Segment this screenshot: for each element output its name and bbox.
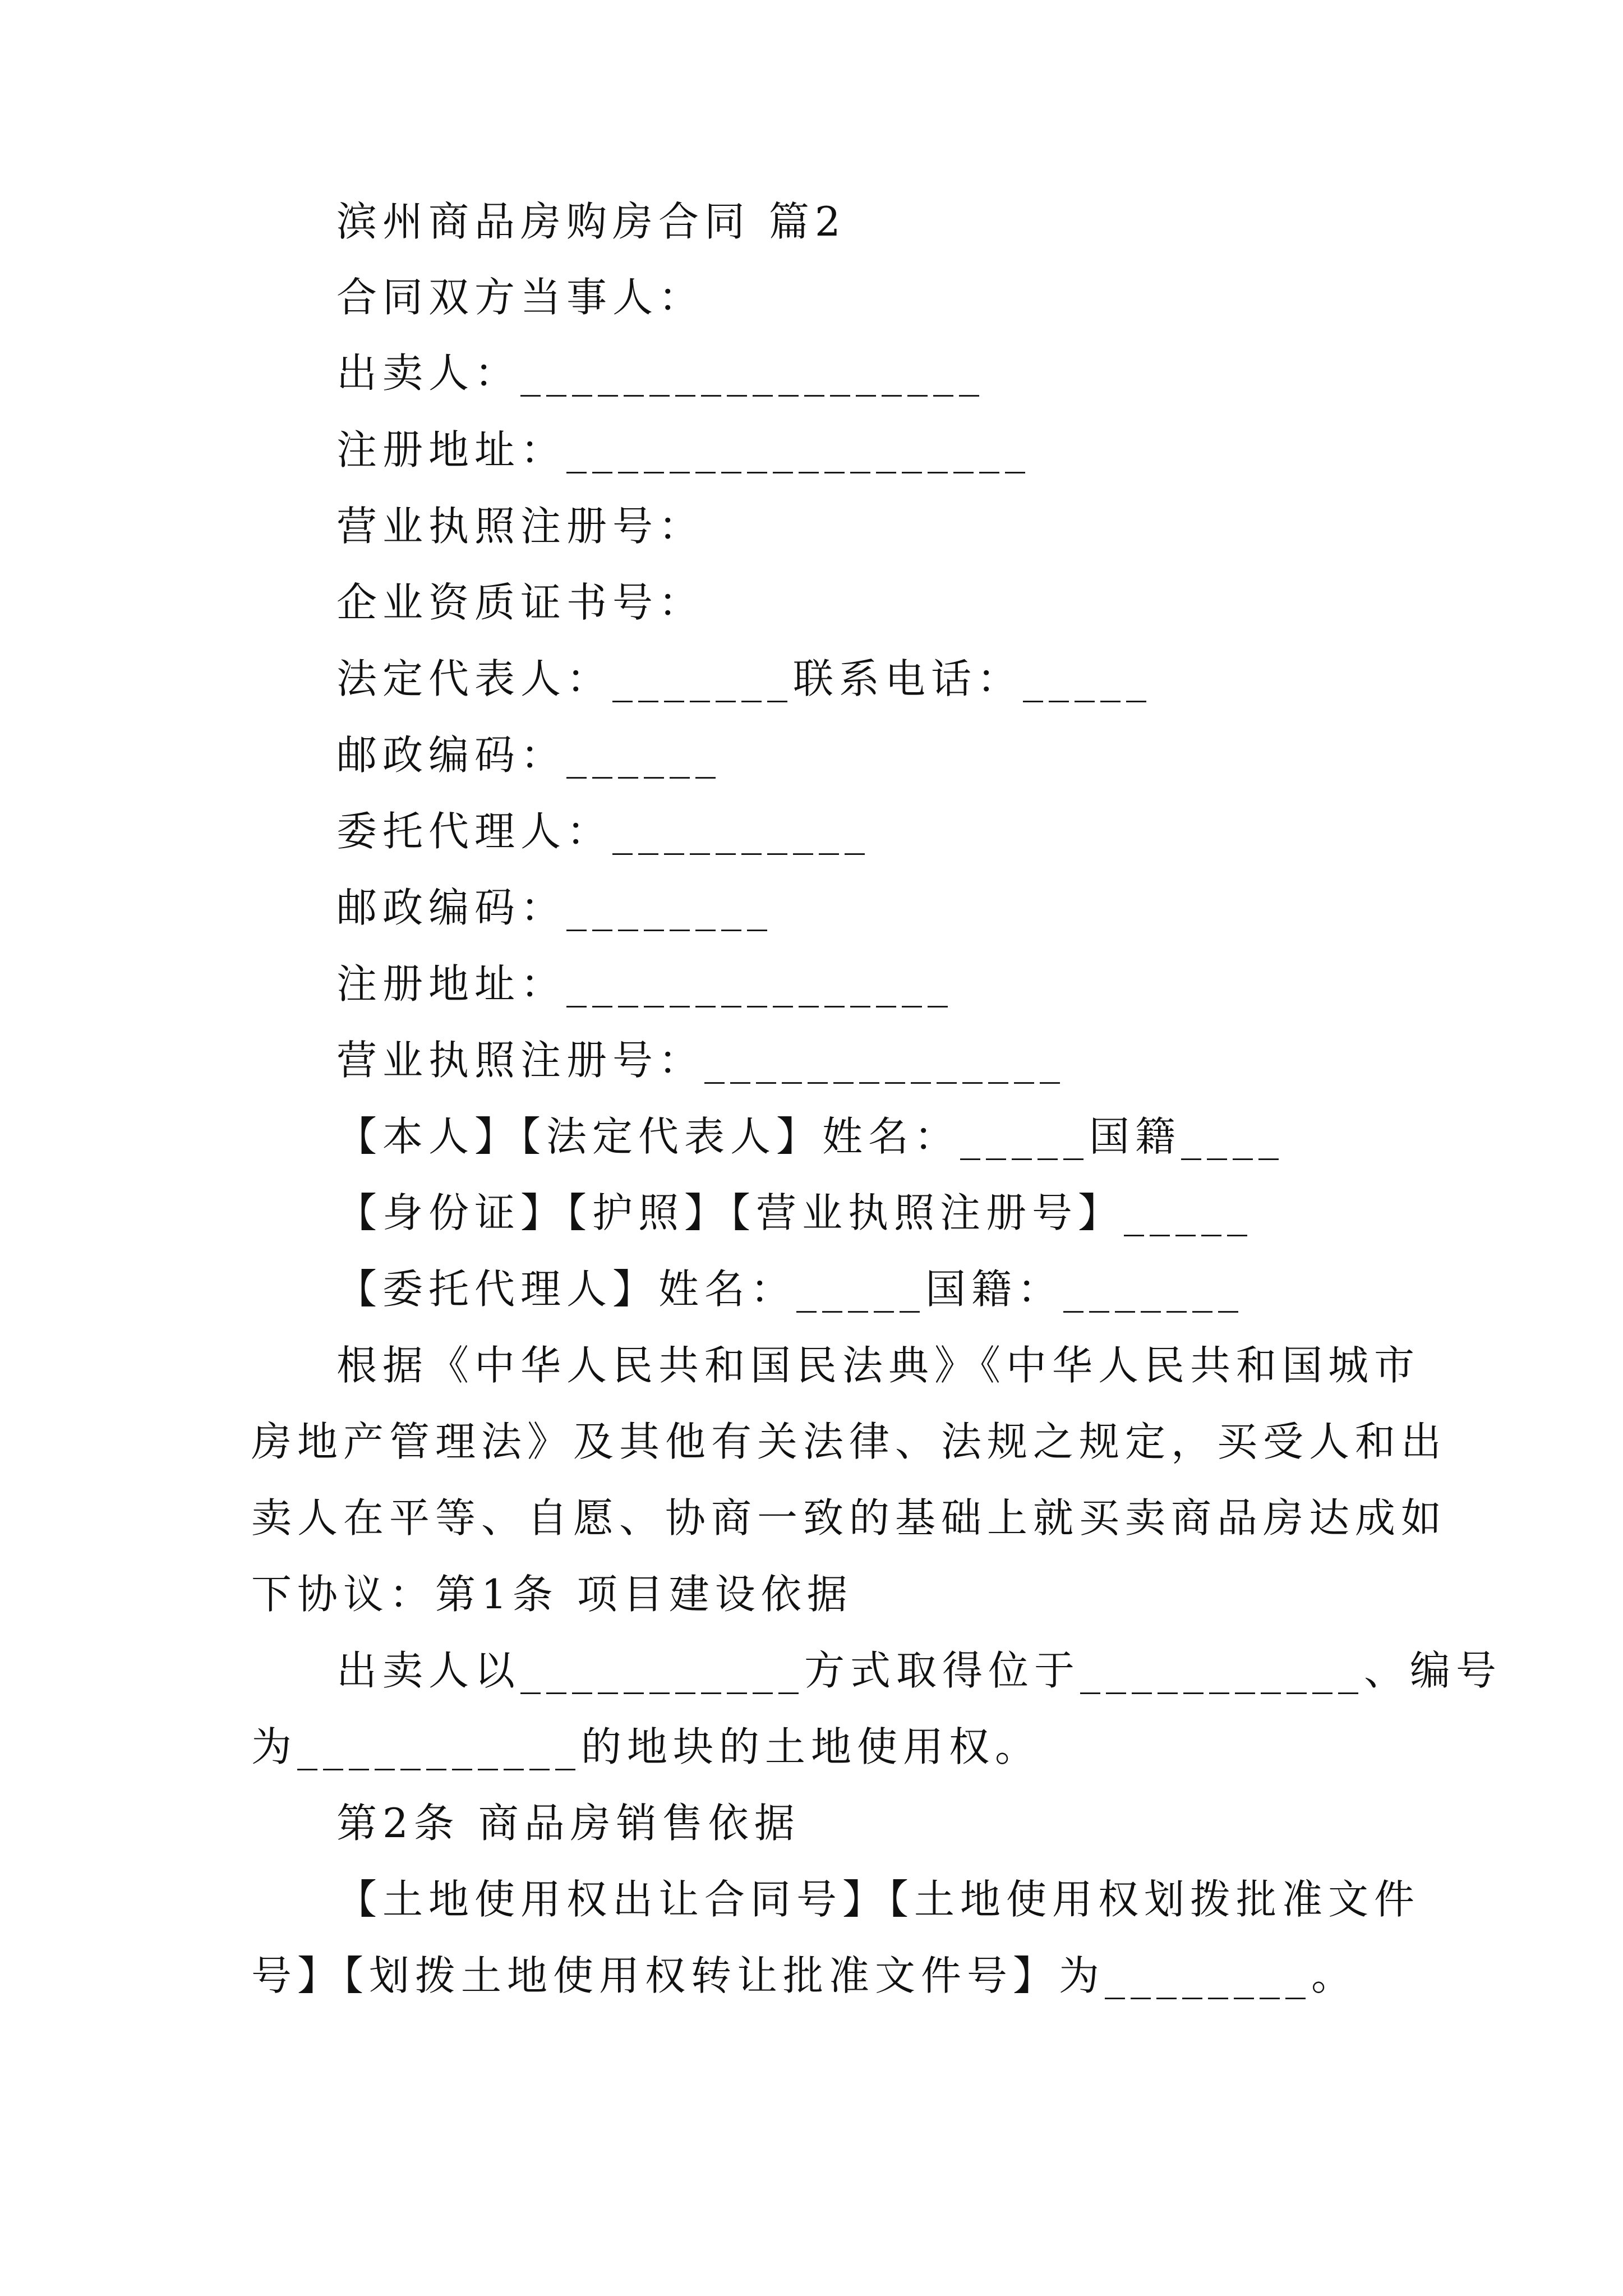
legal-rep-phone-field: 法定代表人：_______联系电话：_____ [336, 655, 1152, 702]
basis-paragraph-line-2: 房地产管理法》及其他有关法律、法规之规定，买受人和出 [251, 1418, 1447, 1465]
parties-heading: 合同双方当事人： [336, 274, 705, 321]
business-license-field-2: 营业执照注册号：______________ [336, 1037, 1066, 1084]
postal-code-field: 邮政编码：______ [336, 731, 722, 779]
document-title: 滨州商品房购房合同 篇2 [336, 198, 846, 245]
qualification-cert-field: 企业资质证书号： [336, 579, 705, 626]
person-name-nationality-field: 【本人】【法定代表人】姓名：_____国籍____ [336, 1113, 1285, 1160]
land-acquisition-line-1: 出卖人以___________方式取得位于___________、编号 [336, 1647, 1502, 1694]
agent-name-nationality-field: 【委托代理人】姓名：_____国籍：_______ [336, 1266, 1244, 1313]
id-document-field: 【身份证】【护照】【营业执照注册号】_____ [336, 1189, 1253, 1236]
basis-paragraph-line-4: 下协议：第1条 项目建设依据 [251, 1571, 853, 1618]
agent-field: 委托代理人：__________ [336, 808, 871, 855]
basis-paragraph-line-3: 卖人在平等、自愿、协商一致的基础上就买卖商品房达成如 [251, 1494, 1447, 1542]
registered-address-field-2: 注册地址：_______________ [336, 960, 954, 1007]
postal-code-field-2: 邮政编码：________ [336, 884, 773, 931]
sales-basis-line-2: 号】【划拨土地使用权转让批准文件号】为________。 [251, 1952, 1358, 1999]
basis-paragraph-line-1: 根据《中华人民共和国民法典》《中华人民共和国城市 [336, 1342, 1421, 1389]
registered-address-field: 注册地址：__________________ [336, 426, 1031, 473]
article-2-heading: 第2条 商品房销售依据 [336, 1800, 800, 1847]
business-license-field: 营业执照注册号： [336, 503, 705, 550]
sales-basis-line-1: 【土地使用权出让合同号】【土地使用权划拨批准文件 [336, 1876, 1421, 1923]
seller-field: 出卖人：__________________ [336, 349, 985, 397]
land-acquisition-line-2: 为___________的地块的土地使用权。 [251, 1723, 1041, 1770]
